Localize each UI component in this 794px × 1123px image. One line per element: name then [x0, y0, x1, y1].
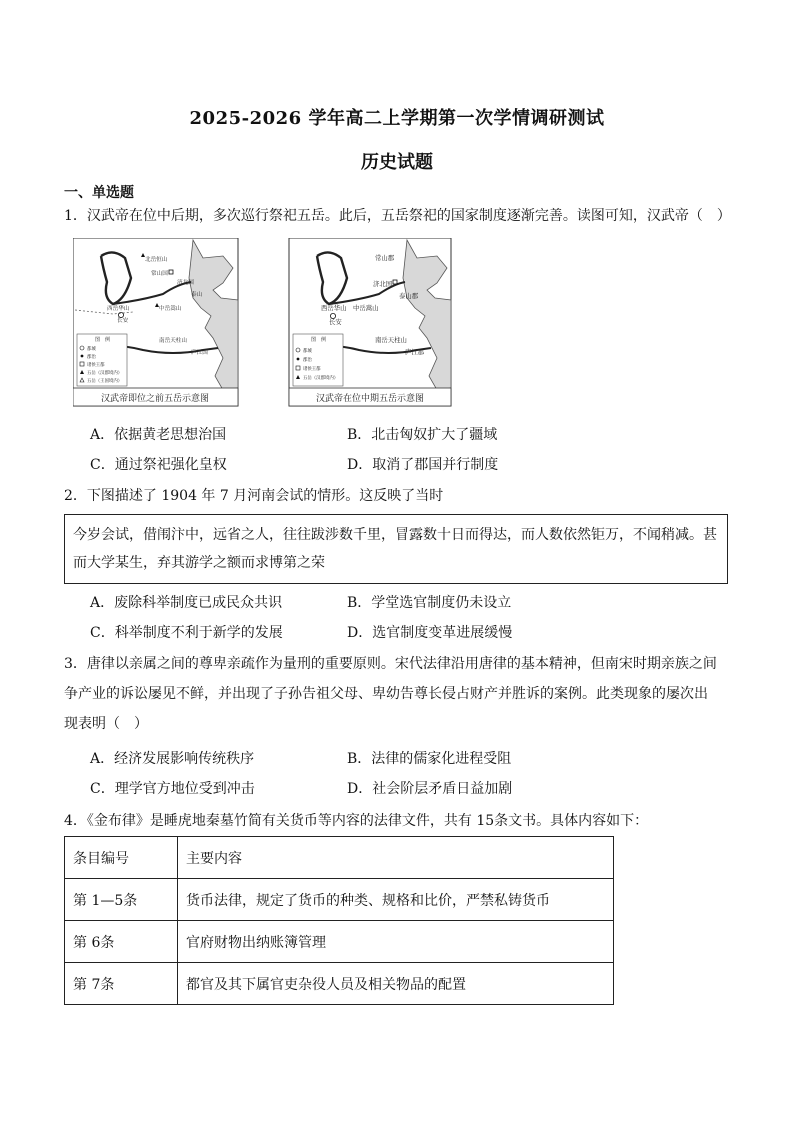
q3-stem	[64, 649, 736, 739]
table-row	[65, 921, 614, 963]
map1-legend-title: 图 例	[95, 337, 111, 343]
table-cell: 都官及其下属官吏杂役人员及相关物品的配置	[178, 963, 614, 1005]
map1-label-changan: 长安	[117, 318, 129, 324]
svg-text:都城: 都城	[87, 347, 96, 352]
q2-stem: 2．下图描述了 1904 年 7 月河南会试的情形。这反映了当时	[64, 488, 444, 504]
q1-option-c[interactable]: C．通过祭祀强化皇权	[90, 457, 227, 473]
table-cell: 第 7条	[65, 963, 178, 1005]
map2-label-taishan: 泰山郡	[399, 292, 419, 300]
table-header-cell: 条目编号	[65, 837, 178, 879]
svg-text:诸侯王都: 诸侯王都	[303, 367, 321, 372]
map2-label-changan: 长安	[329, 318, 342, 326]
svg-text:都城: 都城	[303, 349, 312, 354]
map2-label-changshan: 常山郡	[375, 254, 395, 262]
q2-option-d[interactable]: D．选官制度变革进展缓慢	[347, 625, 513, 641]
table-header-cell: 主要内容	[178, 837, 614, 879]
q3-option-c[interactable]: C．理学官方地位受到冲击	[90, 781, 255, 797]
q2-quote-box	[64, 514, 728, 584]
q1-maps	[73, 238, 453, 408]
exam-subject: 历史试题	[361, 152, 433, 173]
exam-title: 2025-2026 学年高二上学期第一次学情调研测试	[189, 108, 605, 129]
q3-line2: 争产业的诉讼屡见不鲜，并出现了子孙告祖父母、卑幼告尊长侵占财产并胜诉的案例。此类现象的屡次出	[64, 686, 708, 702]
q1-option-b[interactable]: B．北击匈奴扩大了疆域	[347, 427, 498, 443]
q2-quote-line1: 今岁会试，借闱汴中，远省之人，往往跋涉数千里，冒露数十日而得达，而人数依然钜万，不闻稍减。甚	[73, 527, 717, 543]
map1-label-huashan: 西岳华山	[107, 306, 130, 312]
table-cell: 官府财物出纳账簿管理	[178, 921, 614, 963]
q2-option-b[interactable]: B．学堂选官制度仍未设立	[347, 595, 512, 611]
map1-label-jibei: 济北国	[177, 280, 194, 286]
map1-label-taishan: 泰山	[191, 292, 203, 298]
q4-table	[64, 836, 614, 1005]
table-cell: 货币法律，规定了货币的种类、规格和比价，严禁私铸货币	[178, 879, 614, 921]
map1-label-tianzhu: 南岳天柱山	[159, 338, 187, 344]
q2-quote-line2: 而大学某生，弃其游学之额而求博第之荣	[73, 555, 325, 571]
map2-label-huashan: 西岳华山	[321, 304, 347, 312]
q3-option-a[interactable]: A．经济发展影响传统秩序	[90, 751, 255, 767]
q1-option-a[interactable]: A．依据黄老思想治国	[90, 427, 227, 443]
map2-label-jibei: 济北国	[373, 280, 393, 288]
section-heading: 一、单选题	[64, 185, 134, 201]
table-cell: 第 6条	[65, 921, 178, 963]
svg-text:五岳（王国境内）: 五岳（王国境内）	[87, 379, 123, 384]
map-before-reign	[73, 238, 238, 406]
svg-text:五岳（汉郡境内）: 五岳（汉郡境内）	[87, 371, 123, 376]
map1-label-changshan: 常山国	[151, 271, 168, 277]
table-row	[65, 963, 614, 1005]
map2-label-tianzhu: 南岳天柱山	[375, 336, 407, 344]
q3-option-d[interactable]: D．社会阶层矛盾日益加剧	[347, 781, 513, 797]
map2-caption: 汉武帝在位中期五岳示意图	[315, 394, 425, 404]
map1-caption: 汉武帝即位之前五岳示意图	[100, 394, 210, 404]
q3-option-b[interactable]: B．法律的儒家化进程受阻	[347, 751, 512, 767]
map1-label-lujiang: 庐江国	[191, 350, 208, 356]
q2-option-c[interactable]: C．科举制度不利于新学的发展	[90, 625, 283, 641]
q4-stem: 4．《金布律》是睡虎地秦墓竹简有关货币等内容的法律文件，共有 15条文书。具体内容如下：	[64, 813, 649, 829]
map-mid-reign	[289, 238, 451, 406]
table-header-row	[65, 837, 614, 879]
svg-text:郡治: 郡治	[87, 355, 96, 360]
map1-label-songshan: 中岳嵩山	[159, 306, 182, 312]
q1-stem: 1．汉武帝在位中后期，多次巡行祭祀五岳。此后，五岳祭祀的国家制度逐渐完善。读图可知，汉武帝（ ）	[64, 208, 731, 224]
q3-line1: 3．唐律以亲属之间的尊卑亲疏作为量刑的重要原则。宋代法律沿用唐律的基本精神，但南宋时期亲族之间	[64, 656, 717, 672]
map2-label-lujiang: 庐江郡	[405, 348, 425, 356]
map1-label-hengshan: 北岳恒山	[145, 257, 168, 263]
q3-line3: 现表明（ ）	[64, 716, 148, 732]
q2-option-a[interactable]: A．废除科举制度已成民众共识	[90, 595, 283, 611]
svg-text:郡治: 郡治	[303, 358, 312, 363]
table-row	[65, 879, 614, 921]
map2-label-songshan: 中岳嵩山	[353, 304, 379, 312]
table-cell: 第 1—5条	[65, 879, 178, 921]
q1-option-d[interactable]: D．取消了郡国并行制度	[347, 457, 499, 473]
svg-text:诸侯王都: 诸侯王都	[87, 363, 105, 368]
map2-legend-title: 图 例	[311, 337, 327, 343]
svg-text:五岳（汉郡境内）: 五岳（汉郡境内）	[303, 376, 339, 381]
